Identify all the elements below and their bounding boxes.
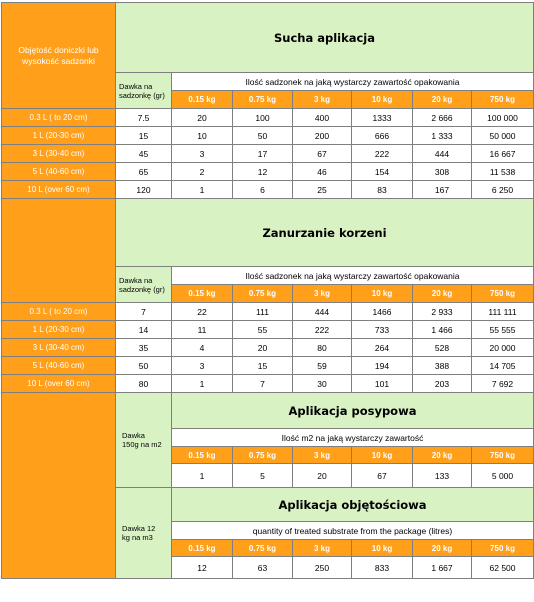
dawka-label-zanurzanie: Dawka na sadzonkę (gr)	[116, 267, 172, 303]
value-cell: 388	[413, 357, 472, 375]
weight-header: 0.75 kg	[233, 447, 293, 464]
value-cell: 194	[352, 357, 413, 375]
section-title-sucha: Sucha aplikacja	[116, 3, 534, 73]
dosage-table-page	[1, 2, 533, 598]
section-title-objetosciowa: Aplikacja objętościowa	[172, 488, 534, 522]
weight-header: 0.75 kg	[233, 540, 293, 557]
value-cell: 1	[172, 181, 233, 199]
category-label: 1 L (20-30 cm)	[2, 127, 116, 145]
value-cell: 154	[352, 163, 413, 181]
weight-header: 20 kg	[413, 447, 472, 464]
value-cell: 7	[233, 375, 293, 393]
value-cell: 80	[293, 339, 352, 357]
value-cell: 55	[233, 321, 293, 339]
value-cell: 55 555	[472, 321, 534, 339]
weight-header: 20 kg	[413, 540, 472, 557]
dose-cell: 50	[116, 357, 172, 375]
value-cell: 25	[293, 181, 352, 199]
weight-header: 20 kg	[413, 285, 472, 303]
value-cell: 1 466	[413, 321, 472, 339]
value-cell: 444	[413, 145, 472, 163]
weight-header: 0.15 kg	[172, 91, 233, 109]
value-cell: 4	[172, 339, 233, 357]
value-cell: 7 692	[472, 375, 534, 393]
category-label: 10 L (over 60 cm)	[2, 375, 116, 393]
weight-header: 750 kg	[472, 91, 534, 109]
caption-objetosciowa: quantity of treated substrate from the package (litres)	[172, 522, 534, 540]
dose-cell: 45	[116, 145, 172, 163]
value-cell: 101	[352, 375, 413, 393]
section-title-zanurzanie: Zanurzanie korzeni	[116, 199, 534, 267]
weight-header: 3 kg	[293, 285, 352, 303]
dose-cell: 120	[116, 181, 172, 199]
category-label: 3 L (30-40 cm)	[2, 145, 116, 163]
value-cell: 264	[352, 339, 413, 357]
value-cell: 222	[293, 321, 352, 339]
value-cell: 67	[352, 464, 413, 488]
value-cell: 6 250	[472, 181, 534, 199]
value-cell: 666	[352, 127, 413, 145]
value-cell: 46	[293, 163, 352, 181]
value-cell: 50	[233, 127, 293, 145]
weight-header: 0.75 kg	[233, 91, 293, 109]
value-cell: 3	[172, 357, 233, 375]
weight-header: 3 kg	[293, 447, 352, 464]
value-cell: 59	[293, 357, 352, 375]
value-cell: 17	[233, 145, 293, 163]
value-cell: 2 666	[413, 109, 472, 127]
value-cell: 100 000	[472, 109, 534, 127]
value-cell: 50 000	[472, 127, 534, 145]
value-cell: 83	[352, 181, 413, 199]
value-cell: 1 333	[413, 127, 472, 145]
left-column-spacer	[2, 393, 116, 579]
caption-sucha: Ilość sadzonek na jaką wystarczy zawartość opakowania	[172, 73, 534, 91]
weight-header: 10 kg	[352, 540, 413, 557]
value-cell: 133	[413, 464, 472, 488]
weight-header: 3 kg	[293, 540, 352, 557]
dose-cell: 80	[116, 375, 172, 393]
table-row	[2, 303, 534, 321]
value-cell: 6	[233, 181, 293, 199]
value-cell: 10	[172, 127, 233, 145]
dose-cell: 35	[116, 339, 172, 357]
table-row	[2, 127, 534, 145]
weight-header: 750 kg	[472, 285, 534, 303]
dose-cell: 14	[116, 321, 172, 339]
value-cell: 528	[413, 339, 472, 357]
weight-header: 3 kg	[293, 91, 352, 109]
value-cell: 167	[413, 181, 472, 199]
weight-header: 750 kg	[472, 447, 534, 464]
value-cell: 200	[293, 127, 352, 145]
weight-header: 0.75 kg	[233, 285, 293, 303]
category-label: 5 L (40-60 cm)	[2, 163, 116, 181]
dawka-label-objetosciowa	[116, 488, 172, 579]
dose-cell: 65	[116, 163, 172, 181]
value-cell: 733	[352, 321, 413, 339]
table-row	[2, 163, 534, 181]
weight-header: 0.15 kg	[172, 447, 233, 464]
dawka-label-posypowa	[116, 393, 172, 488]
value-cell: 111 111	[472, 303, 534, 321]
dawka-text: Dawka 150g na m2	[122, 431, 162, 449]
value-cell: 20	[293, 464, 352, 488]
value-cell: 250	[293, 557, 352, 579]
value-cell: 62 500	[472, 557, 534, 579]
value-cell: 308	[413, 163, 472, 181]
value-cell: 203	[413, 375, 472, 393]
table-row	[2, 181, 534, 199]
value-cell: 222	[352, 145, 413, 163]
dose-cell: 7	[116, 303, 172, 321]
dose-cell: 15	[116, 127, 172, 145]
table-row	[2, 375, 534, 393]
category-label: 0.3 L ( to 20 cm)	[2, 303, 116, 321]
value-cell: 2	[172, 163, 233, 181]
value-cell: 1333	[352, 109, 413, 127]
value-cell: 3	[172, 145, 233, 163]
table-row	[2, 339, 534, 357]
weight-header: 10 kg	[352, 285, 413, 303]
section-title-posypowa: Aplikacja posypowa	[172, 393, 534, 429]
value-cell: 20 000	[472, 339, 534, 357]
left-column-spacer	[2, 199, 116, 303]
weight-header: 10 kg	[352, 91, 413, 109]
weight-header: 10 kg	[352, 447, 413, 464]
value-cell: 1 667	[413, 557, 472, 579]
value-cell: 11	[172, 321, 233, 339]
weight-header: 20 kg	[413, 91, 472, 109]
dawka-label-sucha: Dawka na sadzonkę (gr)	[116, 73, 172, 109]
value-cell: 2 933	[413, 303, 472, 321]
value-cell: 5	[233, 464, 293, 488]
value-cell: 16 667	[472, 145, 534, 163]
value-cell: 1	[172, 464, 233, 488]
category-label: 5 L (40-60 cm)	[2, 357, 116, 375]
weight-header: 750 kg	[472, 540, 534, 557]
caption-zanurzanie: Ilość sadzonek na jaką wystarczy zawartość opakowania	[172, 267, 534, 285]
value-cell: 5 000	[472, 464, 534, 488]
value-cell: 22	[172, 303, 233, 321]
weight-header: 0.15 kg	[172, 540, 233, 557]
dosage-table	[1, 2, 534, 579]
table-row	[2, 357, 534, 375]
value-cell: 11 538	[472, 163, 534, 181]
value-cell: 15	[233, 357, 293, 375]
value-cell: 12	[172, 557, 233, 579]
value-cell: 20	[233, 339, 293, 357]
category-label: 0.3 L ( to 20 cm)	[2, 109, 116, 127]
value-cell: 444	[293, 303, 352, 321]
value-cell: 400	[293, 109, 352, 127]
table-row	[2, 145, 534, 163]
caption-posypowa: Ilość m2 na jaką wystarczy zawartość	[172, 429, 534, 447]
weight-header: 0.15 kg	[172, 285, 233, 303]
value-cell: 67	[293, 145, 352, 163]
value-cell: 63	[233, 557, 293, 579]
value-cell: 100	[233, 109, 293, 127]
value-cell: 30	[293, 375, 352, 393]
value-cell: 1466	[352, 303, 413, 321]
value-cell: 833	[352, 557, 413, 579]
value-cell: 12	[233, 163, 293, 181]
table-row	[2, 321, 534, 339]
value-cell: 20	[172, 109, 233, 127]
value-cell: 14 705	[472, 357, 534, 375]
category-label: 1 L (20-30 cm)	[2, 321, 116, 339]
table-row	[2, 109, 534, 127]
category-label: 10 L (over 60 cm)	[2, 181, 116, 199]
value-cell: 1	[172, 375, 233, 393]
category-label: 3 L (30-40 cm)	[2, 339, 116, 357]
dawka-text: Dawka 12 kg na m3	[122, 524, 156, 542]
value-cell: 111	[233, 303, 293, 321]
dose-cell: 7.5	[116, 109, 172, 127]
left-column-header: Objętość doniczki lub wysokość sadzonki	[2, 3, 116, 109]
